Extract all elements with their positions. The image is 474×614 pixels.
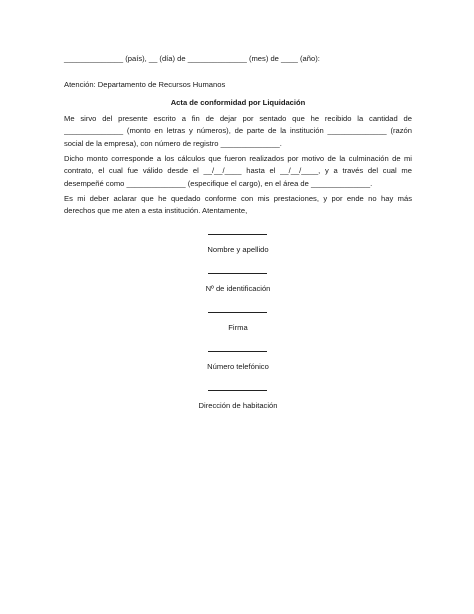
paragraph-line: Dicho monto corresponde a los cálculos que fueron realizados por motivo de la culminación de mi [64, 154, 412, 163]
paragraph-line: derechos que me aten a esta institución. Atentamente, [64, 206, 248, 216]
paragraph-line: Me sirvo del presente escrito a fin de dejar por sentado que he recibido la cantidad de [64, 114, 412, 123]
signature-blank-name [208, 234, 267, 235]
attention-line: Atención: Departamento de Recursos Humanos [64, 80, 226, 89]
date-line: ______________ (país), __ (día) de ______________ (mes) de ____ (año): [64, 54, 320, 63]
signature-blank-address [208, 390, 267, 391]
paragraph-received-amount [64, 113, 412, 150]
paragraph-line: ______________ (monto en letras y números), de parte de la institución ______________ (razón [64, 126, 412, 136]
paragraph-line: contrato, el cual fue válido desde el __/__/____ hasta el __/__/____, y a través del cual me [64, 166, 412, 176]
paragraph-line: desempeñé como ______________ (especifique el cargo), en el área de ______________. [64, 178, 373, 188]
paragraph-line: Es mi deber aclarar que he quedado conforme con mis prestaciones, y por ende no hay más [64, 194, 412, 203]
signature-blank-signature [208, 312, 267, 313]
signature-label-signature: Firma [228, 323, 248, 332]
signature-label-id: Nº de identificación [205, 284, 271, 293]
paragraph-contract-details [64, 153, 412, 190]
paragraph-conformity [64, 193, 412, 218]
document-title: Acta de conformidad por Liquidación [170, 98, 306, 107]
signature-blank-phone [208, 351, 267, 352]
signature-label-address: Dirección de habitación [198, 401, 278, 410]
paragraph-line: social de la empresa), con número de registro ______________. [64, 138, 282, 148]
signature-label-name: Nombre y apellido [207, 245, 269, 254]
signature-label-phone: Número telefónico [207, 362, 269, 371]
signature-blank-id [208, 273, 267, 274]
